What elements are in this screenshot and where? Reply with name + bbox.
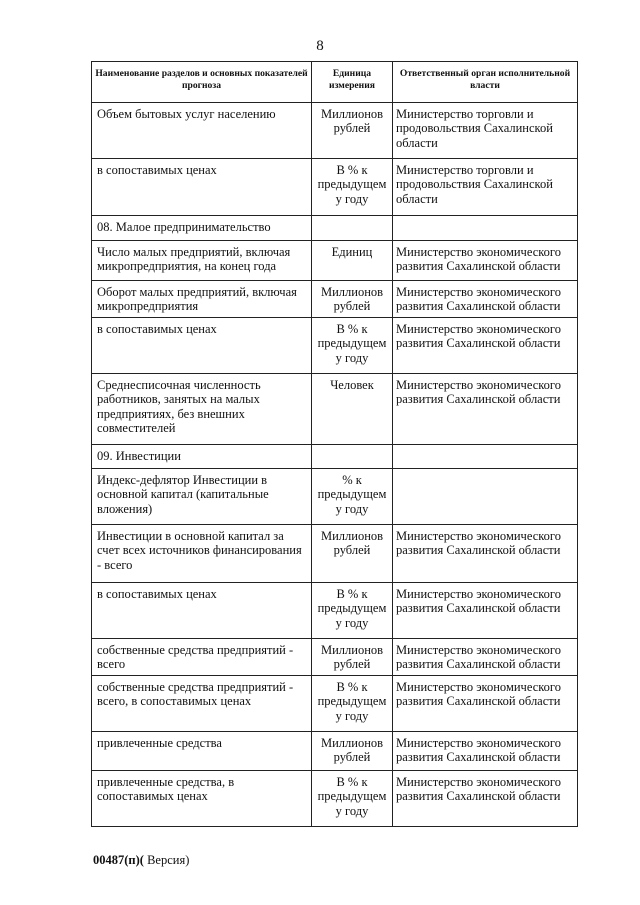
table-row xyxy=(92,770,578,826)
row-name-cell: 09. Инвестиции xyxy=(92,444,312,468)
forecast-table xyxy=(91,61,578,827)
table-row xyxy=(92,317,578,373)
row-body-cell: Министерство экономического развития Сахалинской области xyxy=(393,317,578,373)
row-body-cell xyxy=(393,468,578,524)
table-row xyxy=(92,582,578,638)
row-unit-cell: % к предыдущем у году xyxy=(312,468,393,524)
page-number: 8 xyxy=(316,38,324,54)
row-name-cell: собственные средства предприятий - всего xyxy=(92,638,312,675)
header-unit: Единица измерения xyxy=(312,62,393,103)
table-row xyxy=(92,216,578,241)
table-row xyxy=(92,281,578,318)
row-unit-cell: Миллионов рублей xyxy=(312,281,393,318)
row-body-cell: Министерство экономического развития Сахалинской области xyxy=(393,731,578,770)
row-body-cell: Министерство экономического развития Сахалинской области xyxy=(393,675,578,731)
table-row xyxy=(92,731,578,770)
row-name-cell: Среднесписочная численность работников, занятых на малых предприятиях, без внешних совместителей xyxy=(92,373,312,444)
table-row xyxy=(92,103,578,159)
table-row xyxy=(92,524,578,582)
table-body xyxy=(92,103,578,827)
row-unit-cell: В % к предыдущем у году xyxy=(312,159,393,216)
row-name-cell: привлеченные средства xyxy=(92,731,312,770)
row-name-cell: 08. Малое предпринимательство xyxy=(92,216,312,241)
row-body-cell: Министерство экономического развития Сахалинской области xyxy=(393,770,578,826)
row-body-cell: Министерство экономического развития Сахалинской области xyxy=(393,373,578,444)
table-header-row xyxy=(92,62,578,103)
row-unit-cell: В % к предыдущем у году xyxy=(312,770,393,826)
table-row xyxy=(92,241,578,281)
row-unit-cell: Миллионов рублей xyxy=(312,103,393,159)
row-unit-cell: Миллионов рублей xyxy=(312,731,393,770)
table-row xyxy=(92,638,578,675)
row-unit-cell: В % к предыдущем у году xyxy=(312,675,393,731)
row-unit-cell: В % к предыдущем у году xyxy=(312,317,393,373)
row-name-cell: в сопоставимых ценах xyxy=(92,159,312,216)
row-unit-cell xyxy=(312,444,393,468)
table-row xyxy=(92,444,578,468)
table-row xyxy=(92,675,578,731)
row-name-cell: Объем бытовых услуг населению xyxy=(92,103,312,159)
row-unit-cell: Миллионов рублей xyxy=(312,638,393,675)
row-unit-cell xyxy=(312,216,393,241)
document-code-number: 00487(п)( xyxy=(93,853,144,867)
table-row xyxy=(92,468,578,524)
row-name-cell: собственные средства предприятий - всего, в сопоставимых ценах xyxy=(92,675,312,731)
row-body-cell: Министерство экономического развития Сахалинской области xyxy=(393,241,578,281)
row-unit-cell: Единиц xyxy=(312,241,393,281)
row-body-cell: Министерство экономического развития Сахалинской области xyxy=(393,638,578,675)
row-unit-cell: В % к предыдущем у году xyxy=(312,582,393,638)
row-body-cell: Министерство торговли и продовольствия Сахалинской области xyxy=(393,159,578,216)
row-body-cell xyxy=(393,216,578,241)
row-unit-cell: Человек xyxy=(312,373,393,444)
row-name-cell: Индекс-дефлятор Инвестиции в основной капитал (капитальные вложения) xyxy=(92,468,312,524)
row-name-cell: Число малых предприятий, включая микропредприятия, на конец года xyxy=(92,241,312,281)
row-name-cell: в сопоставимых ценах xyxy=(92,582,312,638)
header-name: Наименование разделов и основных показателей прогноза xyxy=(92,62,312,103)
row-unit-cell: Миллионов рублей xyxy=(312,524,393,582)
row-name-cell: в сопоставимых ценах xyxy=(92,317,312,373)
row-name-cell: Инвестиции в основной капитал за счет всех источников финансирования - всего xyxy=(92,524,312,582)
table-row xyxy=(92,373,578,444)
header-body: Ответственный орган исполнительной власти xyxy=(393,62,578,103)
row-body-cell: Министерство экономического развития Сахалинской области xyxy=(393,582,578,638)
row-body-cell: Министерство экономического развития Сахалинской области xyxy=(393,524,578,582)
row-body-cell xyxy=(393,444,578,468)
row-name-cell: привлеченные средства, в сопоставимых ценах xyxy=(92,770,312,826)
document-code-suffix: Версия) xyxy=(143,853,190,867)
table-row xyxy=(92,159,578,216)
row-body-cell: Министерство торговли и продовольствия Сахалинской области xyxy=(393,103,578,159)
row-body-cell: Министерство экономического развития Сахалинской области xyxy=(393,281,578,318)
row-name-cell: Оборот малых предприятий, включая микропредприятия xyxy=(92,281,312,318)
document-code xyxy=(93,853,189,868)
